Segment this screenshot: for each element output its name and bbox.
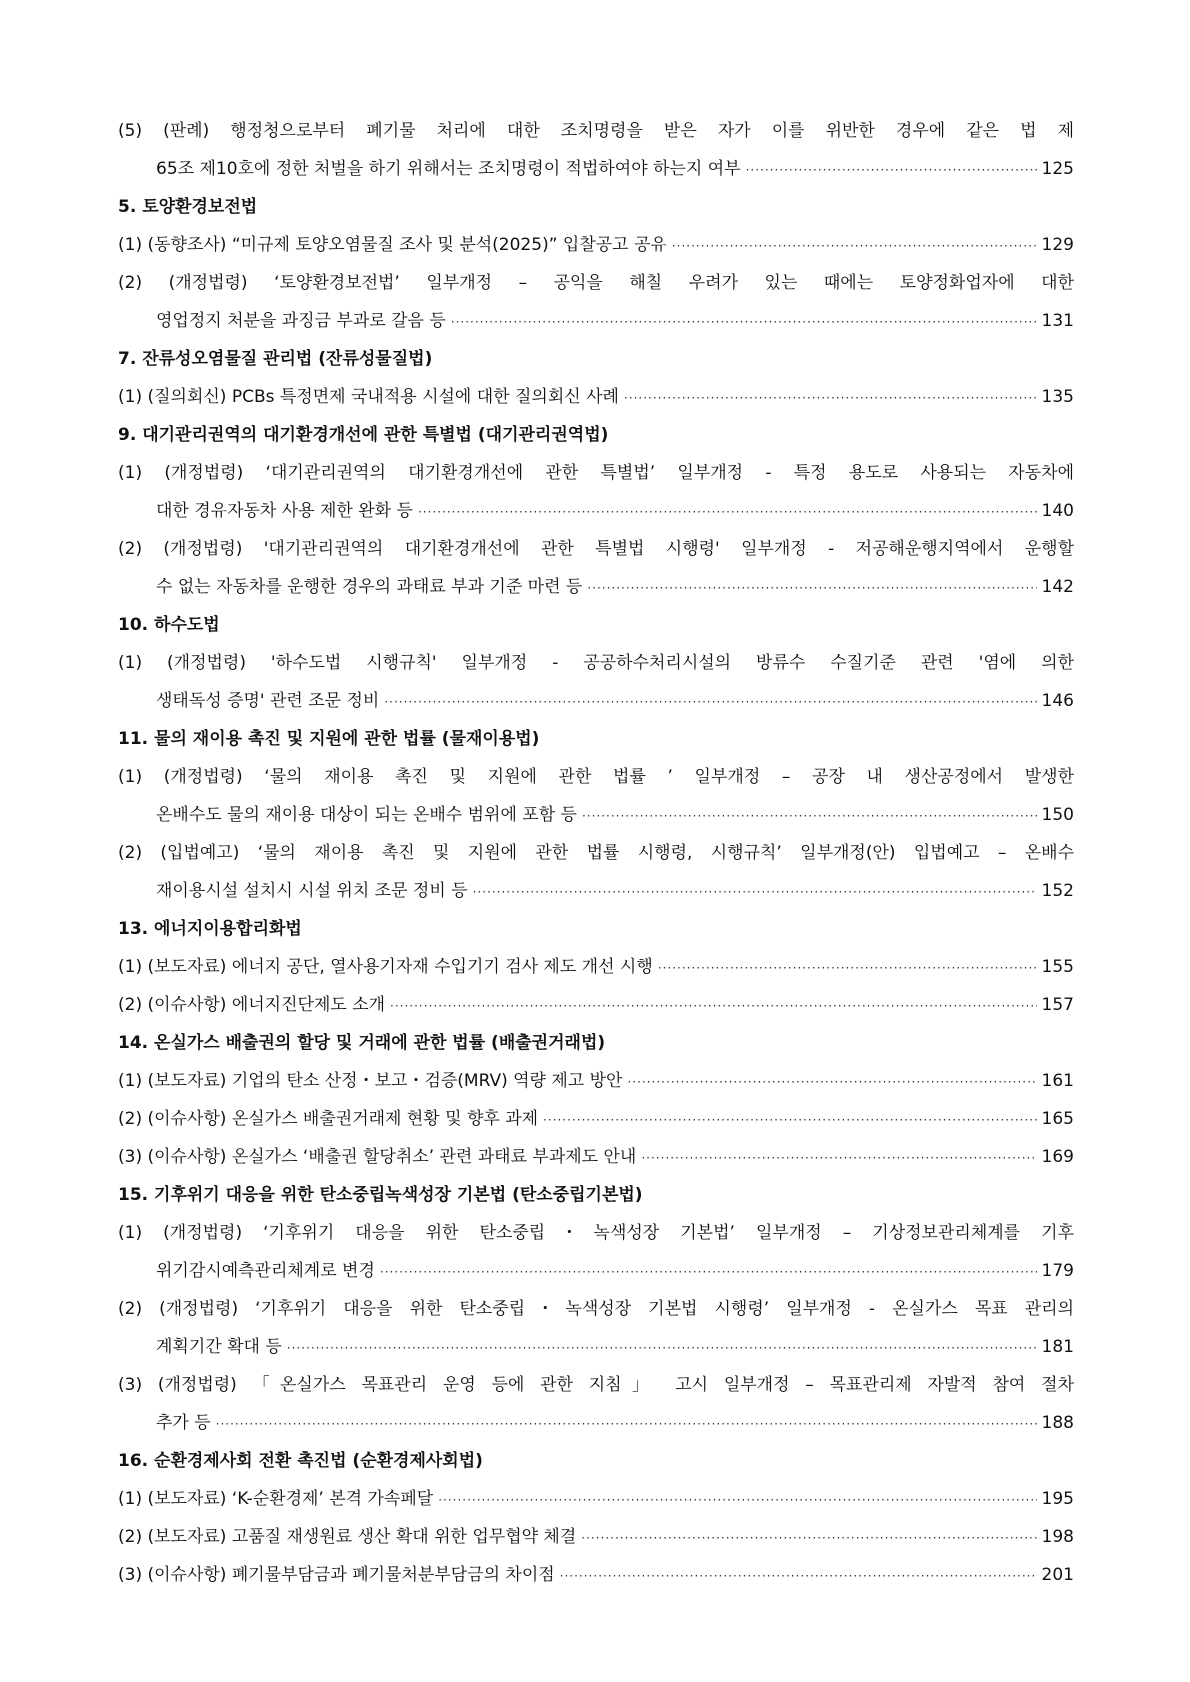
toc-entry-title: (1) (보도자료) 기업의 탄소 산정・보고・검증(MRV) 역량 제고 방안 <box>118 1071 623 1091</box>
dot-leader <box>438 1481 1036 1519</box>
dot-leader <box>746 151 1037 189</box>
page-number: 142 <box>1041 577 1074 597</box>
toc-entry[interactable] <box>118 454 1074 530</box>
toc-entry[interactable] <box>118 264 1074 340</box>
dot-leader <box>384 683 1036 721</box>
dot-leader <box>624 379 1037 417</box>
dot-leader <box>582 797 1037 835</box>
toc-entry-title: (2) (보도자료) 고품질 재생원료 생산 확대 위한 업무협약 체결 <box>118 1527 577 1547</box>
page-number: 169 <box>1041 1147 1074 1167</box>
toc-entry[interactable] <box>118 1138 1074 1176</box>
page-number: 140 <box>1041 501 1074 521</box>
toc-entry[interactable] <box>118 644 1074 720</box>
toc-entry[interactable] <box>118 1214 1074 1290</box>
dot-leader <box>672 227 1037 265</box>
page-number: 131 <box>1041 311 1074 331</box>
page-number: 198 <box>1041 1527 1074 1547</box>
toc-entry-title: 영업정지 처분을 과징금 부과로 갈음 등 <box>156 311 446 331</box>
toc-entry-first-line: (1) (개정법령) ‘물의 재이용 촉진 및 지원에 관한 법률 ’ 일부개정 – 공장 내 생산공정에서 발생한 <box>118 767 1074 787</box>
dot-leader <box>543 1101 1037 1139</box>
page-number: 125 <box>1041 159 1074 179</box>
dot-leader <box>287 1329 1037 1367</box>
dot-leader <box>641 1139 1036 1177</box>
page-number: 201 <box>1041 1565 1074 1585</box>
toc-entry[interactable] <box>118 834 1074 910</box>
toc-entry[interactable] <box>118 378 1074 416</box>
toc-entry-title: 수 없는 자동차를 운행한 경우의 과태료 부과 기준 마련 등 <box>156 577 583 597</box>
dot-leader <box>418 493 1037 531</box>
toc-entry-first-line: (2) (개정법령) ‘토양환경보전법’ 일부개정 – 공익을 해칠 우려가 있는 때에는 토양정화업자에 대한 <box>118 273 1074 293</box>
toc-entry-title: 대한 경유자동차 사용 제한 완화 등 <box>156 501 413 521</box>
toc-entry-title: (3) (이슈사항) 온실가스 ‘배출권 할당취소’ 관련 과태료 부과제도 안내 <box>118 1147 637 1167</box>
toc-entry[interactable] <box>118 1062 1074 1100</box>
toc-entry[interactable] <box>118 948 1074 986</box>
section-heading: 5. 토양환경보전법 <box>118 197 258 217</box>
section-heading: 15. 기후위기 대응을 위한 탄소중립녹색성장 기본법 (탄소중립기본법) <box>118 1185 643 1205</box>
toc-entry-first-line: (2) (입법예고) ‘물의 재이용 촉진 및 지원에 관한 법률 시행령, 시행규칙’ 일부개정(안) 입법예고 – 온배수 <box>118 843 1074 863</box>
toc-entry[interactable] <box>118 986 1074 1024</box>
toc-entry[interactable] <box>118 758 1074 834</box>
toc-entry-title: (1) (보도자료) 에너지 공단, 열사용기자재 수입기기 검사 제도 개선 시행 <box>118 957 653 977</box>
section-heading: 16. 순환경제사회 전환 촉진법 (순환경제사회법) <box>118 1451 483 1471</box>
page-number: 152 <box>1041 881 1074 901</box>
page-number: 161 <box>1041 1071 1074 1091</box>
toc-entry[interactable] <box>118 1480 1074 1518</box>
table-of-contents <box>118 112 1074 1594</box>
page-number: 157 <box>1041 995 1074 1015</box>
toc-entry-title: (1) (동향조사) “미규제 토양오염물질 조사 및 분석(2025)” 입찰공고 공유 <box>118 235 667 255</box>
toc-entry-title: (1) (보도자료) ‘K-순환경제’ 본격 가속페달 <box>118 1489 434 1509</box>
toc-entry-first-line: (1) (개정법령) ‘대기관리권역의 대기환경개선에 관한 특별법’ 일부개정 - 특정 용도로 사용되는 자동차에 <box>118 463 1074 483</box>
dot-leader <box>581 1519 1036 1557</box>
toc-entry-first-line: (1) (개정법령) ‘기후위기 대응을 위한 탄소중립・녹색성장 기본법’ 일부개정 – 기상정보관리체계를 기후 <box>118 1223 1074 1243</box>
toc-entry-first-line: (5) (판례) 행정청으로부터 폐기물 처리에 대한 조치명령을 받은 자가 이를 위반한 경우에 같은 법 제 <box>118 121 1074 141</box>
toc-entry[interactable] <box>118 530 1074 606</box>
page-number: 179 <box>1041 1261 1074 1281</box>
toc-entry-title: 재이용시설 설치시 시설 위치 조문 정비 등 <box>156 881 468 901</box>
toc-entry[interactable] <box>118 1366 1074 1442</box>
page-number: 135 <box>1041 387 1074 407</box>
section-heading: 13. 에너지이용합리화법 <box>118 919 302 939</box>
dot-leader <box>560 1557 1037 1595</box>
toc-entry-title: (2) (이슈사항) 에너지진단제도 소개 <box>118 995 386 1015</box>
section-heading: 11. 물의 재이용 촉진 및 지원에 관한 법률 (물재이용법) <box>118 729 540 749</box>
page-number: 155 <box>1041 957 1074 977</box>
section-heading: 7. 잔류성오염물질 관리법 (잔류성물질법) <box>118 349 433 369</box>
dot-leader <box>658 949 1037 987</box>
toc-entry-title: (1) (질의회신) PCBs 특정면제 국내적용 시설에 대한 질의회신 사례 <box>118 387 619 407</box>
page-number: 195 <box>1041 1489 1074 1509</box>
dot-leader <box>451 303 1037 341</box>
toc-entry-first-line: (2) (개정법령) '대기관리권역의 대기환경개선에 관한 특별법 시행령' 일부개정 - 저공해운행지역에서 운행할 <box>118 539 1074 559</box>
toc-entry[interactable] <box>118 226 1074 264</box>
toc-entry[interactable] <box>118 1556 1074 1594</box>
toc-entry-title: 위기감시예측관리체계로 변경 <box>156 1261 375 1281</box>
section-heading: 14. 온실가스 배출권의 할당 및 거래에 관한 법률 (배출권거래법) <box>118 1033 606 1053</box>
toc-entry-first-line: (1) (개정법령) '하수도법 시행규칙' 일부개정 - 공공하수처리시설의 방류수 수질기준 관련 '염에 의한 <box>118 653 1074 673</box>
dot-leader <box>390 987 1037 1025</box>
page-number: 150 <box>1041 805 1074 825</box>
toc-entry-first-line: (3) (개정법령) 「온실가스 목표관리 운영 등에 관한 지침」 고시 일부개정 – 목표관리제 자발적 참여 절차 <box>118 1375 1074 1395</box>
dot-leader <box>473 873 1037 911</box>
section-heading: 9. 대기관리권역의 대기환경개선에 관한 특별법 (대기관리권역법) <box>118 425 609 445</box>
dot-leader <box>216 1405 1037 1443</box>
toc-entry[interactable] <box>118 112 1074 188</box>
toc-entry-title: (3) (이슈사항) 폐기물부담금과 폐기물처분부담금의 차이점 <box>118 1565 555 1585</box>
page-number: 165 <box>1041 1109 1074 1129</box>
toc-entry-title: 65조 제10호에 정한 처벌을 하기 위해서는 조치명령이 적법하여야 하는지 여부 <box>156 159 741 179</box>
section-heading: 10. 하수도법 <box>118 615 220 635</box>
page-number: 146 <box>1041 691 1074 711</box>
toc-entry[interactable] <box>118 1100 1074 1138</box>
toc-entry-title: 온배수도 물의 재이용 대상이 되는 온배수 범위에 포함 등 <box>156 805 577 825</box>
dot-leader <box>627 1063 1036 1101</box>
toc-entry-title: 추가 등 <box>156 1413 211 1433</box>
page-number: 129 <box>1041 235 1074 255</box>
toc-entry[interactable] <box>118 1518 1074 1556</box>
toc-entry-title: (2) (이슈사항) 온실가스 배출권거래제 현황 및 향후 과제 <box>118 1109 539 1129</box>
dot-leader <box>380 1253 1037 1291</box>
toc-entry-first-line: (2) (개정법령) ‘기후위기 대응을 위한 탄소중립・녹색성장 기본법 시행령’ 일부개정 - 온실가스 목표 관리의 <box>118 1299 1074 1319</box>
page-number: 181 <box>1041 1337 1074 1357</box>
toc-entry[interactable] <box>118 1290 1074 1366</box>
dot-leader <box>587 569 1036 607</box>
page-number: 188 <box>1041 1413 1074 1433</box>
toc-entry-title: 계획기간 확대 등 <box>156 1337 282 1357</box>
toc-entry-title: 생태독성 증명' 관련 조문 정비 <box>156 691 380 711</box>
